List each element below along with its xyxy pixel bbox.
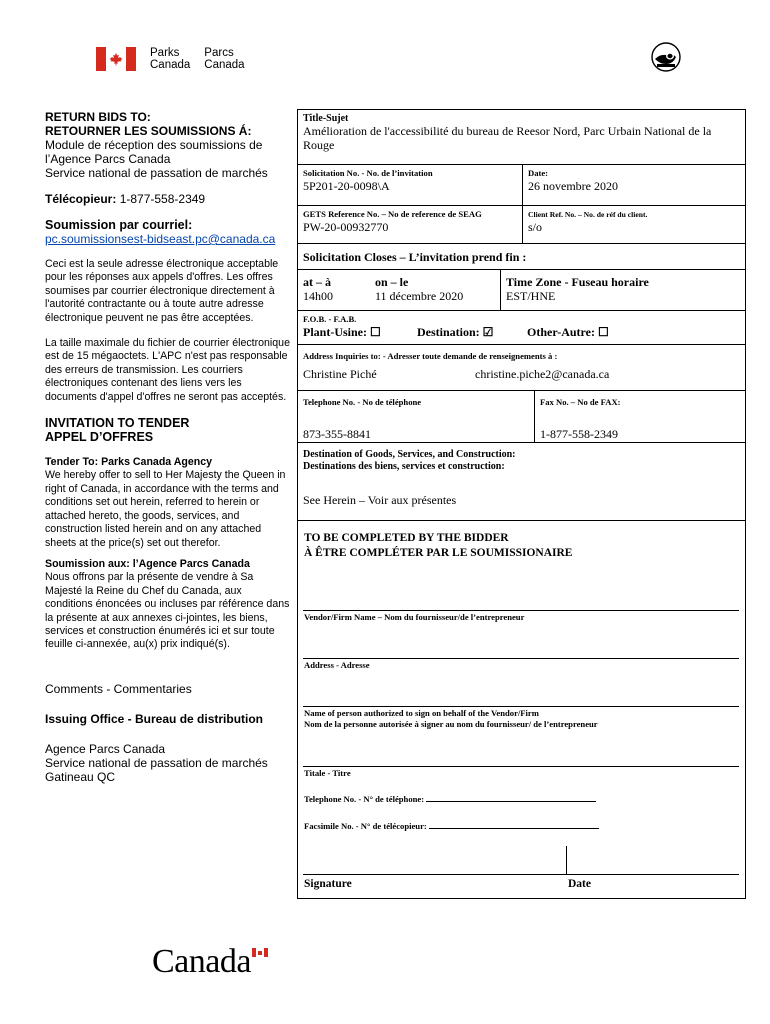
client-ref-label: Client Ref. No. – No. de réf du client. — [528, 210, 648, 219]
telephone-label: Telephone No. - No de téléphone — [303, 397, 422, 407]
fob-row — [298, 311, 745, 345]
fob-label: F.O.B. - F.A.B. — [303, 314, 357, 324]
title-field-label: Titale - Titre — [304, 768, 351, 778]
at-label: at – à — [303, 275, 331, 289]
agency-city: Gatineau QC — [45, 769, 116, 784]
on-label: on – le — [375, 275, 409, 289]
contact-name: Christine Piché — [303, 367, 377, 381]
date-field-label: Date — [568, 878, 591, 890]
bidder-title-fr: À ÊTRE COMPLÉTER PAR LE SOUMISSIONAIRE — [304, 547, 573, 559]
title-label: Title-Sujet — [303, 113, 349, 124]
itt-heading-fr: APPEL D’OFFRES — [45, 430, 154, 445]
title-line[interactable] — [303, 766, 739, 767]
logo-text-en-2: Canada — [150, 59, 191, 71]
title-row — [298, 110, 745, 165]
fax-no-value: 1-877-558-2349 — [540, 427, 618, 441]
solicitation-form — [297, 109, 746, 521]
parks-canada-beaver-icon — [651, 42, 681, 72]
closing-time-row — [298, 270, 745, 311]
bidder-tel-label: Telephone No. - N° de téléphone: — [304, 794, 425, 804]
authorized-person-line[interactable] — [303, 706, 739, 707]
inquiries-row — [298, 345, 745, 391]
agency-service: Service national de passation de marchés — [45, 755, 268, 770]
plant-option[interactable]: Plant-Usine: ☐ — [303, 325, 381, 339]
phone-row — [298, 391, 745, 443]
fax-label: Télécopieur: — [45, 192, 117, 206]
signature-line[interactable] — [303, 874, 739, 875]
email-label: Soumission par courriel: — [45, 218, 193, 232]
client-ref-value: s/o — [528, 220, 543, 234]
solicitation-no-value: 5P201-20-0098\A — [303, 179, 390, 193]
agency-name: Agence Parcs Canada — [45, 741, 166, 756]
solicitation-no-label: Solicitation No. - No. de l’invitation — [303, 168, 433, 178]
tender-to: Tender To: Parks Canada Agency — [45, 456, 212, 469]
comments-label: Comments - Commentaries — [45, 681, 192, 696]
address-label: Address - Adresse — [304, 660, 370, 670]
solicitation-row — [298, 165, 745, 206]
left-column — [45, 110, 291, 784]
dest-label-en: Destination of Goods, Services, and Construction: — [303, 449, 516, 460]
logo-text-en-1: Parks — [150, 47, 180, 59]
at-value: 14h00 — [303, 289, 333, 303]
canada-wordmark: Canada — [152, 943, 251, 980]
other-option[interactable]: Other-Autre: ☐ — [527, 325, 609, 339]
dest-label-fr: Destinations des biens, services et construction: — [303, 461, 505, 472]
closes-label: Solicitation Closes – L’invitation prend fin : — [303, 250, 527, 264]
signature-label: Signature — [304, 878, 352, 890]
destination-row — [298, 443, 745, 522]
gets-value: PW-20-00932770 — [303, 220, 389, 234]
soum-body: Nous offrons par la présente de vendre à Sa Majesté la Reine du Chef du Canada, aux conditions énoncées ou incluses par référence dans la présente at aux annexes ci-jointes, les biens, services et construction énumérés ici et sur toute feuille ci-annexée, au(x) prix indiqué(s). — [45, 571, 290, 651]
date-label: Date: — [528, 168, 549, 178]
vendor-name-label: Vendor/Firm Name – Nom du fournisseur/de l’entrepreneur — [304, 612, 525, 622]
return-bids-en: RETURN BIDS TO: — [45, 110, 151, 124]
itt-heading-en: INVITATION TO TENDER — [45, 416, 190, 431]
logo-text-fr-2: Canada — [204, 59, 245, 71]
title-value: Amélioration de l'accessibilité du bureau de Reesor Nord, Parc Urbain National de la Rouge — [303, 124, 712, 152]
timezone-value: EST/HNE — [506, 289, 556, 303]
soum-to: Soumission aux: l’Agence Parcs Canada — [45, 557, 250, 570]
on-value: 11 décembre 2020 — [375, 289, 464, 303]
bidder-tel-field[interactable] — [426, 793, 596, 802]
canada-wordmark-flag-icon — [252, 948, 268, 957]
vendor-name-line[interactable] — [303, 610, 739, 611]
service-text: Service national de passation de marchés — [45, 166, 268, 180]
fax-line — [45, 192, 291, 206]
bidder-section — [297, 521, 746, 899]
dest-value: See Herein – Voir aux présentes — [303, 493, 457, 507]
tender-body: We hereby offer to sell to Her Majesty the Queen in right of Canada, in accordance with the terms and conditions set out herein, referred to herein or attached hereto, the goods, services, and construction listed herein and on any attached sheets at the price(s) set out therefor. — [45, 469, 286, 549]
module-text: Module de réception des soumissions de l’Agence Parcs Canada — [45, 138, 263, 166]
signature-divider — [566, 846, 567, 874]
destination-option[interactable]: Destination: ☑ — [417, 325, 494, 339]
bidder-fax-field[interactable] — [429, 820, 599, 829]
email-para-1: Ceci est la seule adresse électronique acceptable pour les réponses aux appels d'offres. Les offres soumises par courrier électronique directement à l'autorité contractante ou à toute autre adresse électronique peuvent ne pas être acceptées. — [45, 258, 279, 324]
date-value: 26 novembre 2020 — [528, 179, 618, 193]
gets-label: GETS Reference No. – No de reference de SEAG — [303, 209, 482, 219]
bidder-fax-label: Facsimile No. - N° de télécopieur: — [304, 821, 427, 831]
return-bids-fr: RETOURNER LES SOUMISSIONS Á: — [45, 124, 252, 138]
telephone-value: 873-355-8841 — [303, 427, 371, 441]
fax-value: 1-877-558-2349 — [116, 192, 206, 206]
parks-canada-logo — [96, 46, 259, 72]
email-link[interactable]: pc.soumissionsest-bidseast.pc@canada.ca — [45, 232, 276, 246]
logo-text-fr-1: Parcs — [204, 47, 234, 59]
authorized-person-label-en: Name of person authorized to sign on behalf of the Vendor/Firm — [304, 708, 539, 718]
issuing-office: Issuing Office - Bureau de distribution — [45, 711, 264, 726]
authorized-person-label-fr: Nom de la personne autorisée à signer au nom du fournisseur/ de l’entrepreneur — [304, 719, 598, 729]
inquiries-label: Address Inquiries to: - Adresser toute demande de renseignements à : — [303, 351, 558, 361]
canada-flag-icon — [96, 47, 136, 71]
contact-email: christine.piche2@canada.ca — [475, 367, 610, 381]
fax-no-label: Fax No. – No de FAX: — [540, 397, 621, 407]
address-line[interactable] — [303, 658, 739, 659]
closes-row — [298, 244, 745, 270]
bidder-title-en: TO BE COMPLETED BY THE BIDDER — [304, 532, 509, 544]
email-para-2: La taille maximale du fichier de courrier électronique est de 15 mégaoctets. L'APC n'est pas responsable des erreurs de transmission. Les courriers électroniques contenant des liens vers les documents d'appel d'offres ne seront pas acceptés. — [45, 337, 290, 403]
gets-row — [298, 206, 745, 244]
timezone-label: Time Zone - Fuseau horaire — [506, 275, 649, 289]
